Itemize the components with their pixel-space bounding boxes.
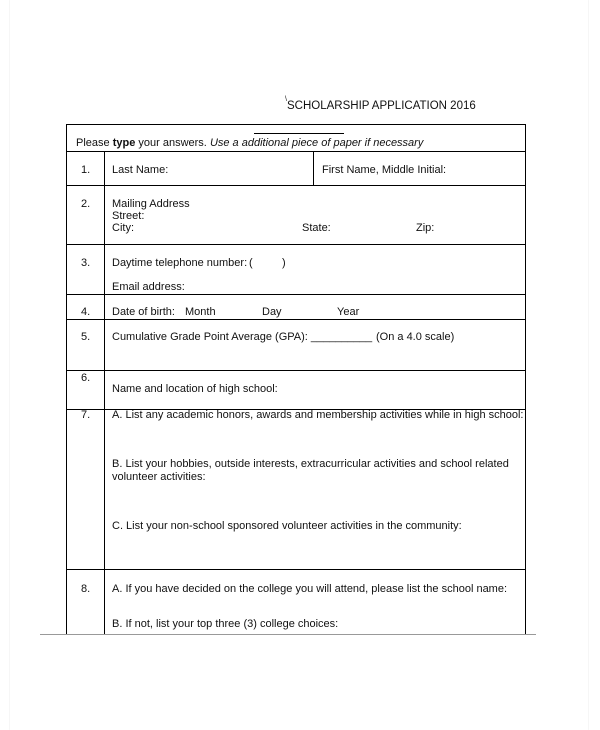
- community-volunteer-field[interactable]: C. List your non-school sponsored volunteer activities in the community:: [112, 520, 462, 532]
- page-bottom-rule: [40, 634, 536, 635]
- instructions-after-type: your answers.: [138, 137, 207, 149]
- dob-day-field[interactable]: Day: [262, 306, 282, 318]
- phone-paren-open: (: [249, 257, 253, 269]
- honors-awards-field[interactable]: A. List any academic honors, awards and membership activities while in high school:: [112, 409, 524, 421]
- high-school-field[interactable]: Name and location of high school:: [112, 383, 278, 395]
- state-field[interactable]: State:: [302, 222, 331, 234]
- number-column-divider: [104, 152, 105, 635]
- row-number: 8.: [81, 583, 91, 595]
- email-field[interactable]: Email address:: [112, 281, 185, 293]
- dob-year-field[interactable]: Year: [337, 306, 360, 318]
- phone-paren-close: ): [282, 257, 286, 269]
- row-divider: [67, 319, 525, 320]
- college-attend-field[interactable]: A. If you have decided on the college you will attend, please list the school name:: [112, 583, 508, 595]
- phone-field[interactable]: Daytime telephone number:: [112, 257, 248, 269]
- tick-mark: \: [285, 96, 287, 103]
- row-divider: [67, 294, 525, 295]
- name-column-divider: [313, 152, 314, 186]
- row-number: 6.: [81, 372, 91, 384]
- row-divider: [67, 370, 525, 371]
- instructions-type-word: type: [112, 137, 136, 149]
- zip-field[interactable]: Zip:: [416, 222, 435, 234]
- row-number: 5.: [81, 331, 91, 343]
- row-number: 7.: [81, 409, 91, 421]
- city-field[interactable]: City:: [112, 222, 134, 234]
- date-of-birth-label: Date of birth:: [112, 306, 175, 318]
- row-divider: [67, 185, 525, 186]
- row-divider: [67, 569, 525, 570]
- street-field[interactable]: Street:: [112, 210, 145, 222]
- gpa-scale-note: (On a 4.0 scale): [376, 331, 455, 343]
- dob-month-field[interactable]: Month: [185, 306, 216, 318]
- last-name-field[interactable]: Last Name:: [112, 164, 169, 176]
- gpa-field[interactable]: Cumulative Grade Point Average (GPA): __________: [112, 331, 373, 343]
- college-choices-field[interactable]: B. If not, list your top three (3) college choices:: [112, 618, 339, 630]
- hobbies-field-line2: volunteer activities:: [112, 471, 206, 483]
- row-divider: [67, 244, 525, 245]
- page-title: SCHOLARSHIP APPLICATION 2016: [287, 100, 476, 112]
- row-divider: [67, 151, 525, 152]
- application-form-table: [66, 124, 526, 635]
- instructions-prefix: Please: [76, 137, 110, 149]
- row-number: 3.: [81, 257, 91, 269]
- instructions-line: [76, 137, 423, 150]
- instructions-note: Use a additional piece of paper if necessary: [209, 137, 424, 149]
- mailing-address-label: Mailing Address: [112, 198, 190, 210]
- row-number: 4.: [81, 306, 91, 318]
- first-name-field[interactable]: First Name, Middle Initial:: [322, 164, 447, 176]
- row-number: 1.: [81, 164, 91, 176]
- instructions-underline: [254, 133, 344, 134]
- row-number: 2.: [81, 198, 91, 210]
- hobbies-field[interactable]: B. List your hobbies, outside interests, extracurricular activities and school related: [112, 458, 509, 470]
